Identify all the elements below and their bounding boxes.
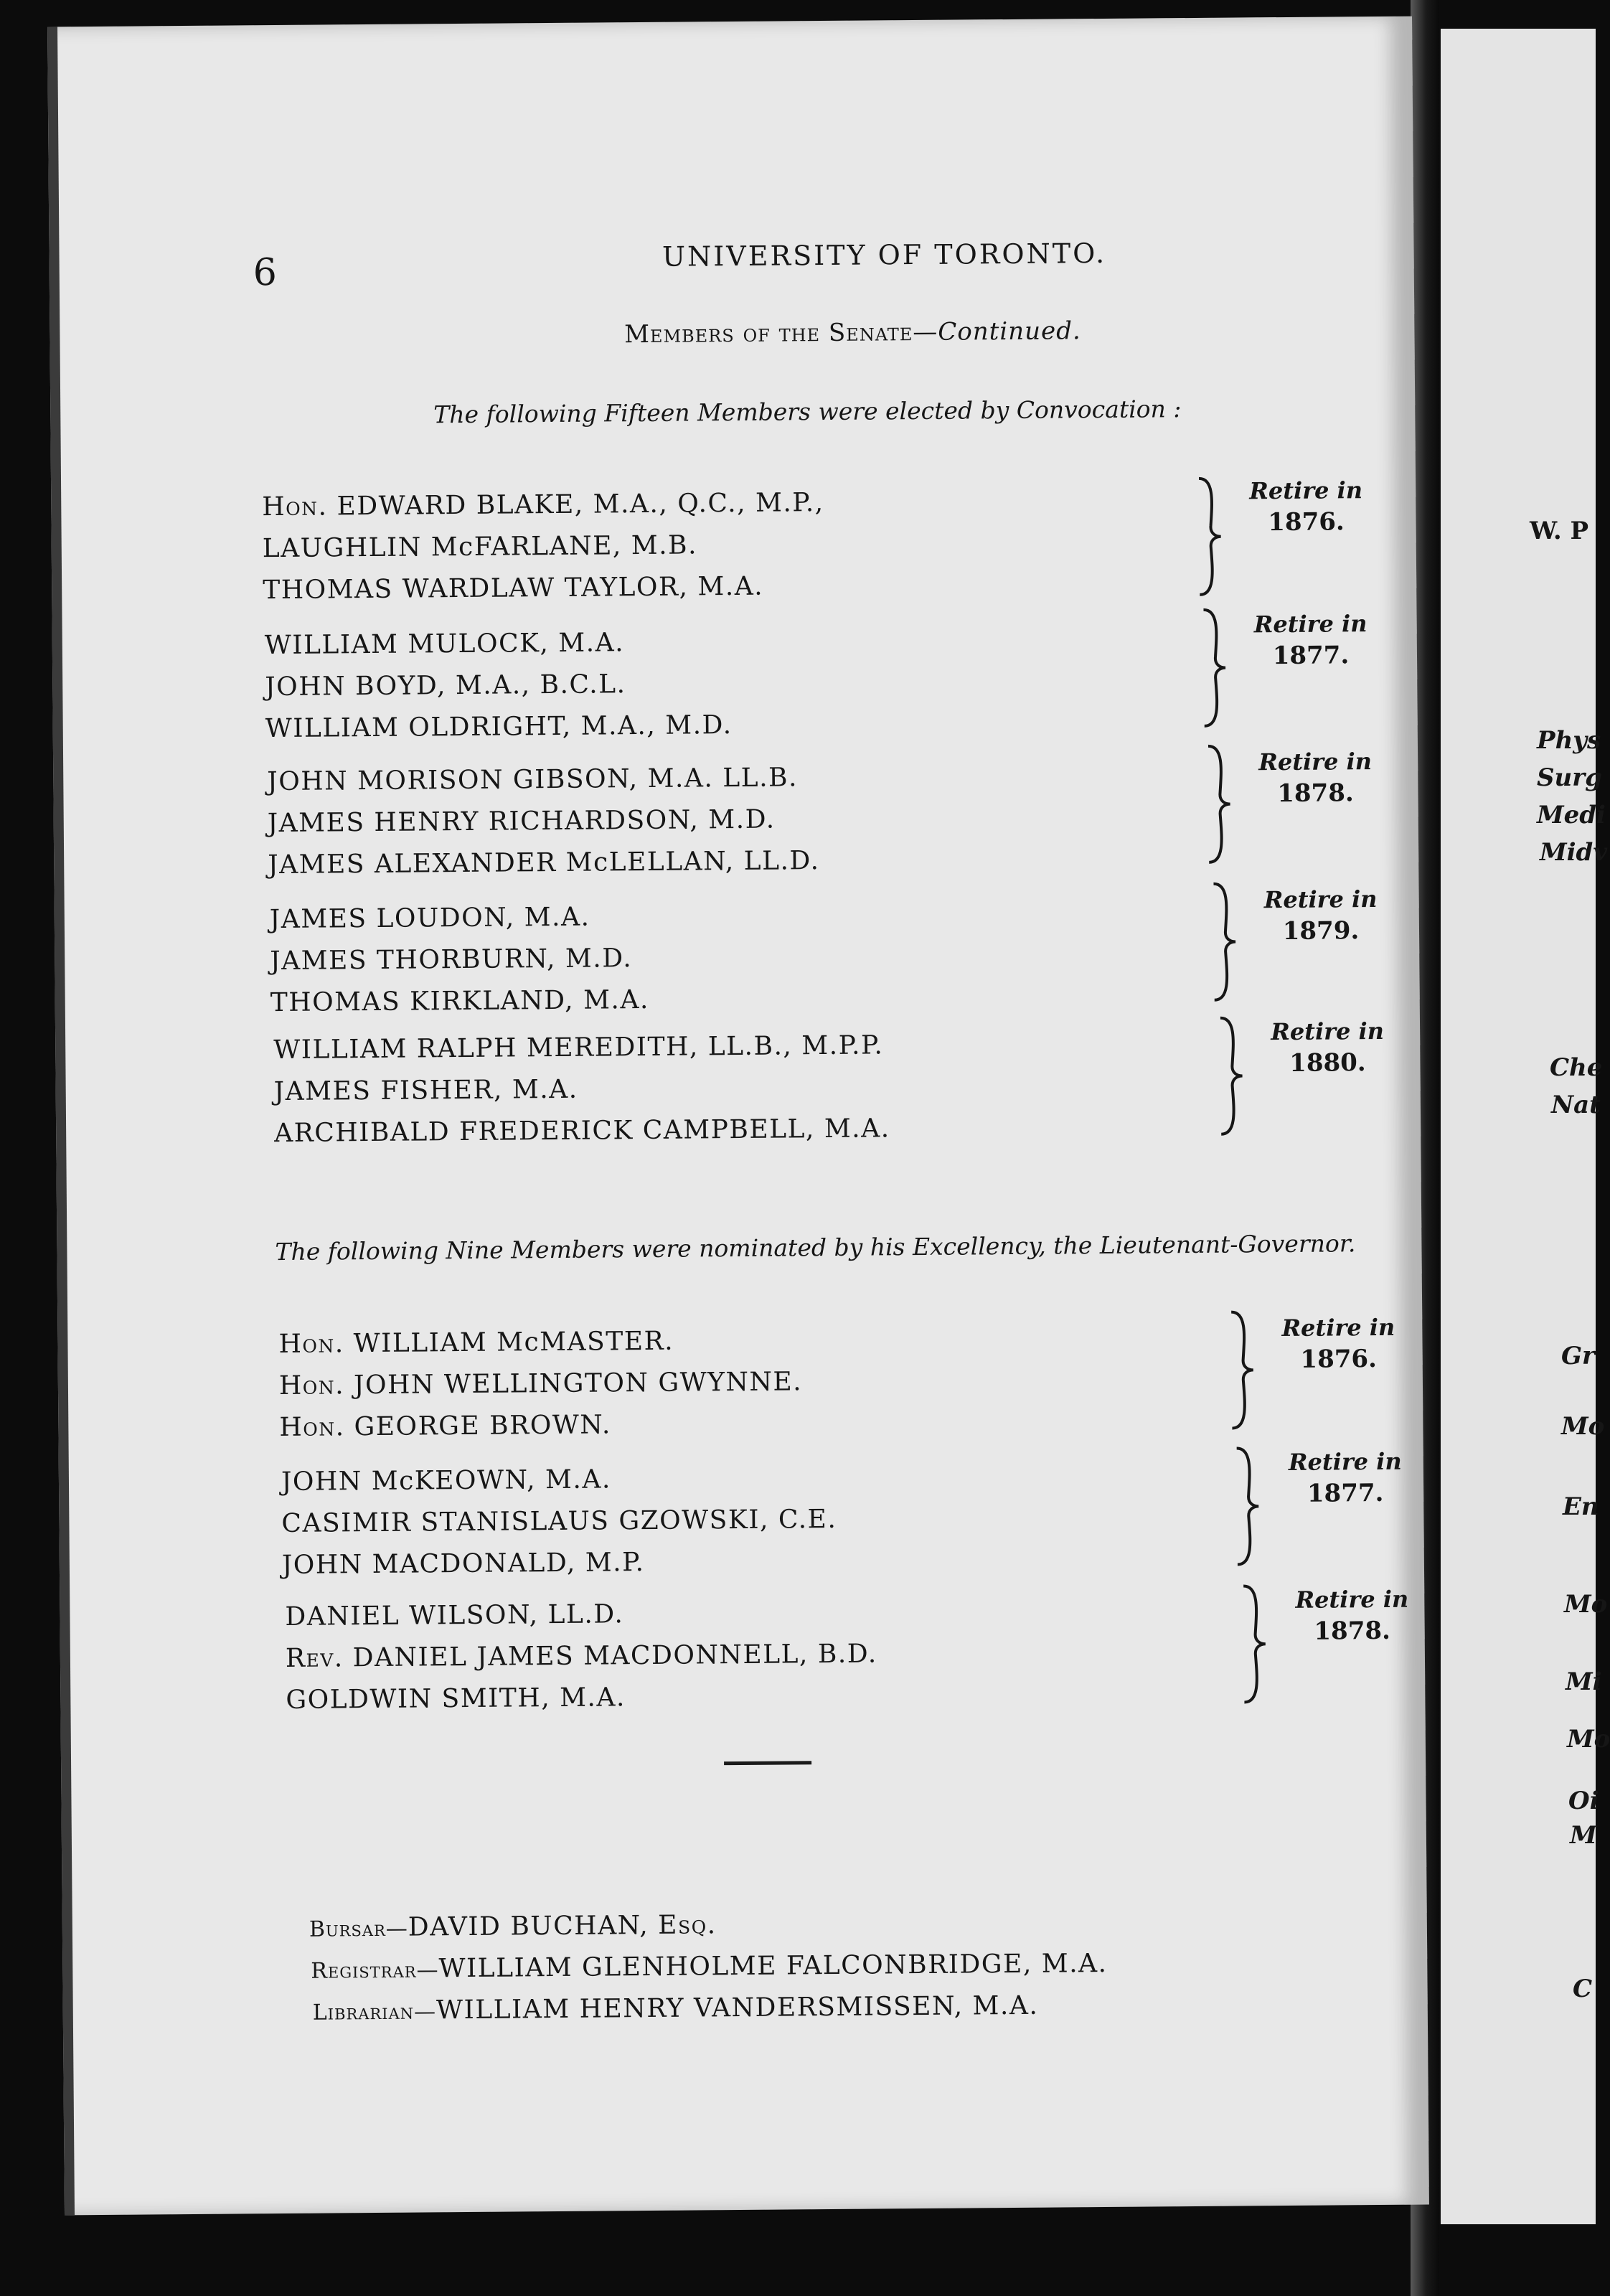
curly-brace-icon	[1239, 1583, 1268, 1705]
officer-role: Registrar—	[311, 1957, 439, 1984]
name-text: JOHN McKEOWN, M.A.	[281, 1464, 611, 1497]
name-text: GEORGE BROWN.	[344, 1410, 612, 1442]
member-group	[273, 1017, 1385, 1154]
retire-label: Retire in	[1258, 748, 1373, 776]
retire-year: 1880.	[1289, 1048, 1366, 1078]
section-continued: Continued.	[938, 316, 1081, 347]
name-text: CASIMIR STANISLAUS GZOWSKI, C.E.	[281, 1504, 837, 1539]
member-names	[262, 482, 825, 611]
facing-fragment: C	[1573, 1975, 1593, 2003]
retire-year: 1877.	[1307, 1478, 1384, 1508]
facing-fragment: Mo	[1561, 1412, 1605, 1441]
name-text: ARCHIBALD FREDERICK CAMPBELL, M.A.	[274, 1114, 890, 1149]
member-group	[285, 1585, 1409, 1721]
officer-librarian	[313, 1991, 1039, 2026]
name-text: JAMES THORBURN, M.D.	[270, 944, 633, 977]
facing-fragment: Medi	[1537, 801, 1606, 829]
section-title: Members of the Senate—	[623, 317, 938, 349]
facing-fragment: M	[1570, 1821, 1597, 1850]
facing-fragment: Midv	[1540, 838, 1608, 867]
officer-role: Bursar—	[309, 1916, 408, 1942]
facing-fragment: Che	[1550, 1053, 1603, 1082]
member-group	[267, 748, 1373, 886]
member-name	[268, 840, 820, 886]
name-prefix: Hon.	[279, 1412, 345, 1443]
retire-label: Retire in	[1253, 610, 1367, 639]
member-name	[273, 1025, 890, 1071]
officer-name: DAVID BUCHAN,	[408, 1910, 659, 1942]
name-text: DANIEL WILSON, LL.D.	[285, 1599, 624, 1632]
officer-bursar	[309, 1910, 717, 1942]
member-name	[274, 1108, 890, 1154]
name-text: EDWARD BLAKE, M.A., Q.C., M.P.,	[327, 488, 824, 522]
section-heading	[547, 316, 1157, 349]
name-text: JAMES LOUDON, M.A.	[269, 902, 590, 935]
retire-label: Retire in	[1249, 476, 1363, 505]
curly-brace-icon	[1195, 476, 1224, 598]
curly-brace-icon	[1233, 1445, 1262, 1567]
curly-brace-icon	[1209, 881, 1238, 1003]
name-prefix: Hon.	[278, 1329, 344, 1360]
retire-year: 1877.	[1272, 641, 1350, 671]
facing-page-edge	[1441, 29, 1610, 2224]
member-names	[270, 896, 649, 1024]
curly-brace-icon	[1199, 607, 1228, 729]
facing-fragment: En	[1563, 1492, 1599, 1521]
retirement-note	[1277, 1312, 1400, 1375]
member-name	[267, 757, 819, 803]
member-name	[278, 1319, 802, 1365]
facing-fragment: Gr	[1561, 1342, 1595, 1370]
name-prefix: Hon.	[262, 491, 328, 522]
member-name	[282, 1540, 837, 1586]
name-text: THOMAS WARDLAW TAYLOR, M.A.	[263, 571, 764, 606]
member-name	[262, 482, 824, 528]
name-text: JOHN MORISON GIBSON, M.A. LL.B.	[267, 763, 799, 797]
name-text: JOHN BOYD, M.A., B.C.L.	[265, 669, 626, 702]
member-name	[270, 979, 650, 1024]
member-name	[270, 938, 649, 982]
page-number: 6	[253, 251, 278, 295]
retirement-note	[1266, 1015, 1389, 1079]
retire-label: Retire in	[1295, 1585, 1409, 1614]
member-names	[265, 621, 733, 750]
member-names	[281, 1457, 837, 1586]
officer-name: WILLIAM HENRY VANDERSMISSEN, M.A.	[436, 1990, 1039, 2026]
retire-year: 1876.	[1268, 507, 1345, 537]
retire-year: 1879.	[1282, 916, 1360, 946]
member-group	[281, 1447, 1402, 1586]
name-text: WILLIAM MULOCK, M.A.	[264, 628, 625, 661]
name-text: GOLDWIN SMITH, M.A.	[286, 1683, 626, 1715]
member-name	[268, 799, 820, 844]
member-name	[273, 1066, 890, 1113]
name-text: JOHN WELLINGTON GWYNNE.	[344, 1367, 803, 1401]
facing-fragment: Surg	[1537, 763, 1602, 792]
officer-registrar	[311, 1949, 1107, 1985]
curly-brace-icon	[1227, 1309, 1256, 1431]
facing-fragment: W. P	[1530, 517, 1589, 545]
name-text: WILLIAM RALPH MEREDITH, LL.B., M.P.P.	[273, 1030, 884, 1065]
member-names	[285, 1592, 877, 1721]
name-prefix: Rev.	[285, 1643, 344, 1673]
retirement-note	[1259, 883, 1382, 947]
name-text: JAMES HENRY RICHARDSON, M.D.	[267, 804, 776, 839]
name-text: WILLIAM McMASTER.	[344, 1326, 674, 1359]
member-name	[263, 524, 825, 570]
retire-year: 1878.	[1314, 1616, 1391, 1646]
officer-suffix: Esq.	[658, 1910, 717, 1940]
member-name	[286, 1675, 877, 1721]
retire-label: Retire in	[1271, 1017, 1385, 1046]
member-name	[281, 1457, 837, 1503]
retire-year: 1876.	[1300, 1345, 1378, 1374]
nominated-intro: The following Nine Members were nominated by his Excellency, the Lieutenant-Governor.	[275, 1229, 1356, 1266]
retire-label: Retire in	[1263, 885, 1378, 914]
member-names	[278, 1319, 803, 1449]
elected-intro: The following Fifteen Members were elected by Convocation :	[433, 395, 1182, 429]
member-group	[278, 1313, 1395, 1449]
member-name	[263, 565, 825, 611]
member-name	[279, 1403, 803, 1449]
member-names	[273, 1025, 890, 1154]
officer-name: WILLIAM GLENHOLME FALCONBRIDGE, M.A.	[438, 1948, 1108, 1984]
member-name	[265, 663, 732, 708]
name-prefix: Hon.	[278, 1370, 345, 1401]
name-text: JAMES FISHER, M.A.	[273, 1074, 578, 1107]
facing-fragment: Mo	[1564, 1590, 1608, 1619]
running-head: UNIVERSITY OF TORONTO.	[662, 237, 1107, 273]
member-name	[279, 1361, 803, 1407]
name-text: JOHN MACDONALD, M.P.	[281, 1548, 645, 1581]
retirement-note	[1284, 1446, 1407, 1510]
member-group	[264, 610, 1367, 750]
curly-brace-icon	[1204, 743, 1233, 865]
name-text: DANIEL JAMES MACDONNELL, B.D.	[343, 1639, 877, 1673]
member-name	[270, 896, 649, 941]
retirement-note	[1291, 1584, 1413, 1647]
retirement-note	[1249, 608, 1372, 672]
name-text: LAUGHLIN McFARLANE, M.B.	[262, 530, 698, 564]
facing-fragment: Mi	[1566, 1667, 1602, 1696]
curly-brace-icon	[1216, 1015, 1246, 1137]
member-name	[286, 1634, 877, 1680]
retirement-note	[1245, 474, 1367, 538]
book-page	[47, 17, 1429, 2216]
retire-label: Retire in	[1281, 1313, 1395, 1342]
officer-role: Librarian—	[312, 1999, 437, 2026]
member-group	[262, 476, 1363, 611]
facing-fragment: Mo	[1567, 1725, 1610, 1754]
name-text: JAMES ALEXANDER McLELLAN, LL.D.	[268, 846, 820, 880]
member-group	[269, 885, 1378, 1024]
member-names	[267, 757, 820, 886]
name-text: WILLIAM OLDRIGHT, M.A., M.D.	[265, 710, 733, 744]
retire-year: 1878.	[1277, 778, 1354, 809]
facing-fragment: Nat	[1551, 1091, 1601, 1119]
facing-fragment: Oi	[1568, 1787, 1599, 1815]
retirement-note	[1254, 745, 1377, 809]
member-name	[265, 621, 732, 667]
facing-fragment: Phys	[1537, 726, 1601, 755]
member-name	[281, 1499, 837, 1545]
retire-label: Retire in	[1288, 1447, 1402, 1476]
name-text: THOMAS KIRKLAND, M.A.	[270, 984, 650, 1018]
member-name	[285, 1592, 877, 1638]
member-name	[265, 705, 733, 750]
section-divider	[724, 1761, 811, 1765]
